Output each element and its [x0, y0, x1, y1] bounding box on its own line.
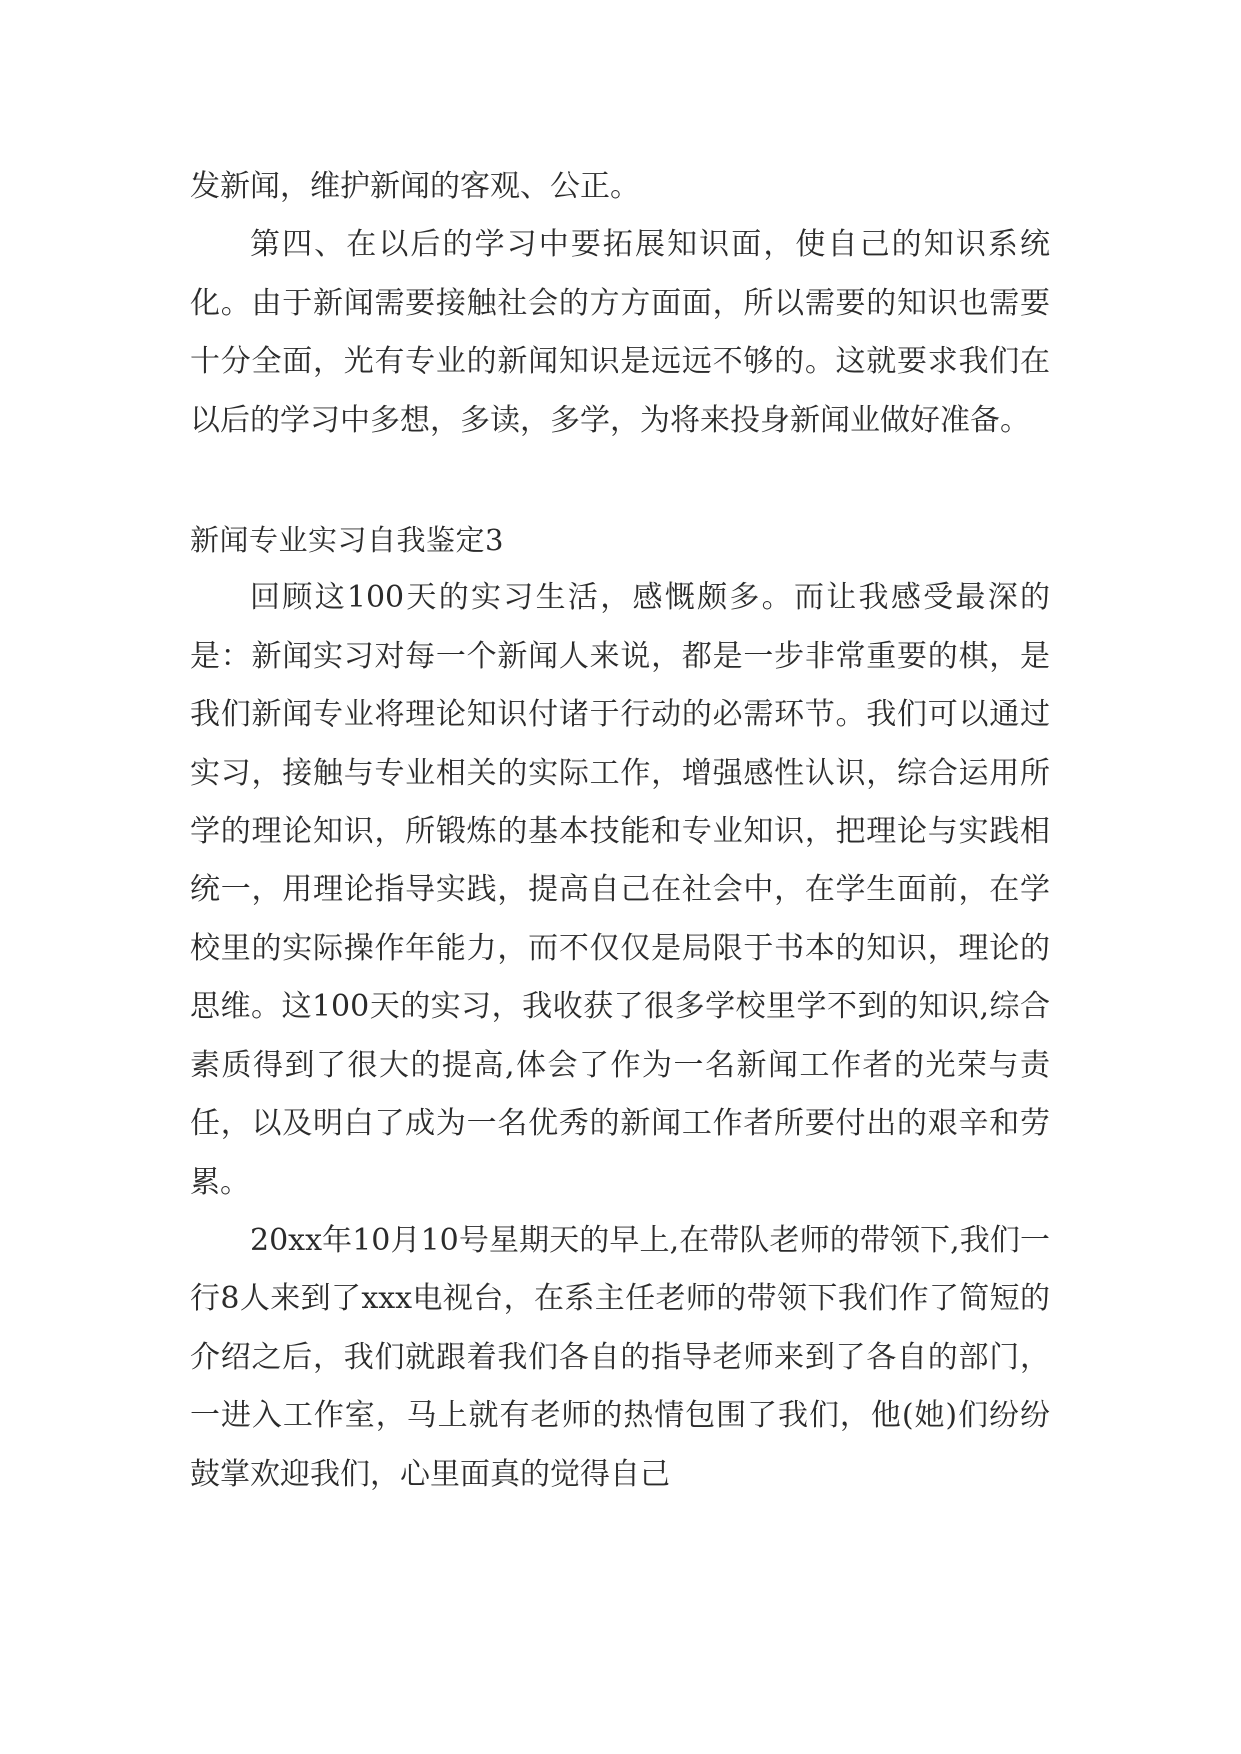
document-body — [190, 158, 1050, 1504]
paragraph-fourth-point: 第四、在以后的学习中要拓展知识面，使自己的知识系统化。由于新闻需要接触社会的方方面面，所以需要的知识也需要十分全面，光有专业的新闻知识是远远不够的。这就要求我们在以后的学习中多想，多读，多学，为将来投身新闻业做好准备。 — [190, 227, 1050, 438]
paragraph-review: 回顾这100天的实习生活，感慨颇多。而让我感受最深的是：新闻实习对每一个新闻人来说，都是一步非常重要的棋，是我们新闻专业将理论知识付诸于行动的必需环节。我们可以通过实习，接触与专业相关的实际工作，增强感性认识，综合运用所学的理论知识，所锻炼的基本技能和专业知识，把理论与实践相统一，用理论指导实践，提高自己在社会中，在学生面前，在学校里的实际操作年能力，而不仅仅是局限于书本的知识，理论的思维。这100天的实习，我收获了很多学校里学不到的知识,综合素质得到了很大的提高,体会了作为一名新闻工作者的光荣与责任，以及明白了成为一名优秀的新闻工作者所要付出的艰辛和劳累。 — [190, 580, 1050, 1200]
section-title: 新闻专业实习自我鉴定3 — [190, 523, 504, 558]
paragraph-arrival: 20xx年10月10号星期天的早上,在带队老师的带领下,我们一行8人来到了xxx电视台，在系主任老师的带领下我们作了简短的介绍之后，我们就跟着我们各自的指导老师来到了各自的部门，一进入工作室，马上就有老师的热情包围了我们，他(她)们纷纷鼓掌欢迎我们，心里面真的觉得自己 — [190, 1222, 1050, 1492]
paragraph-continuation: 发新闻，维护新闻的客观、公正。 — [190, 169, 640, 204]
